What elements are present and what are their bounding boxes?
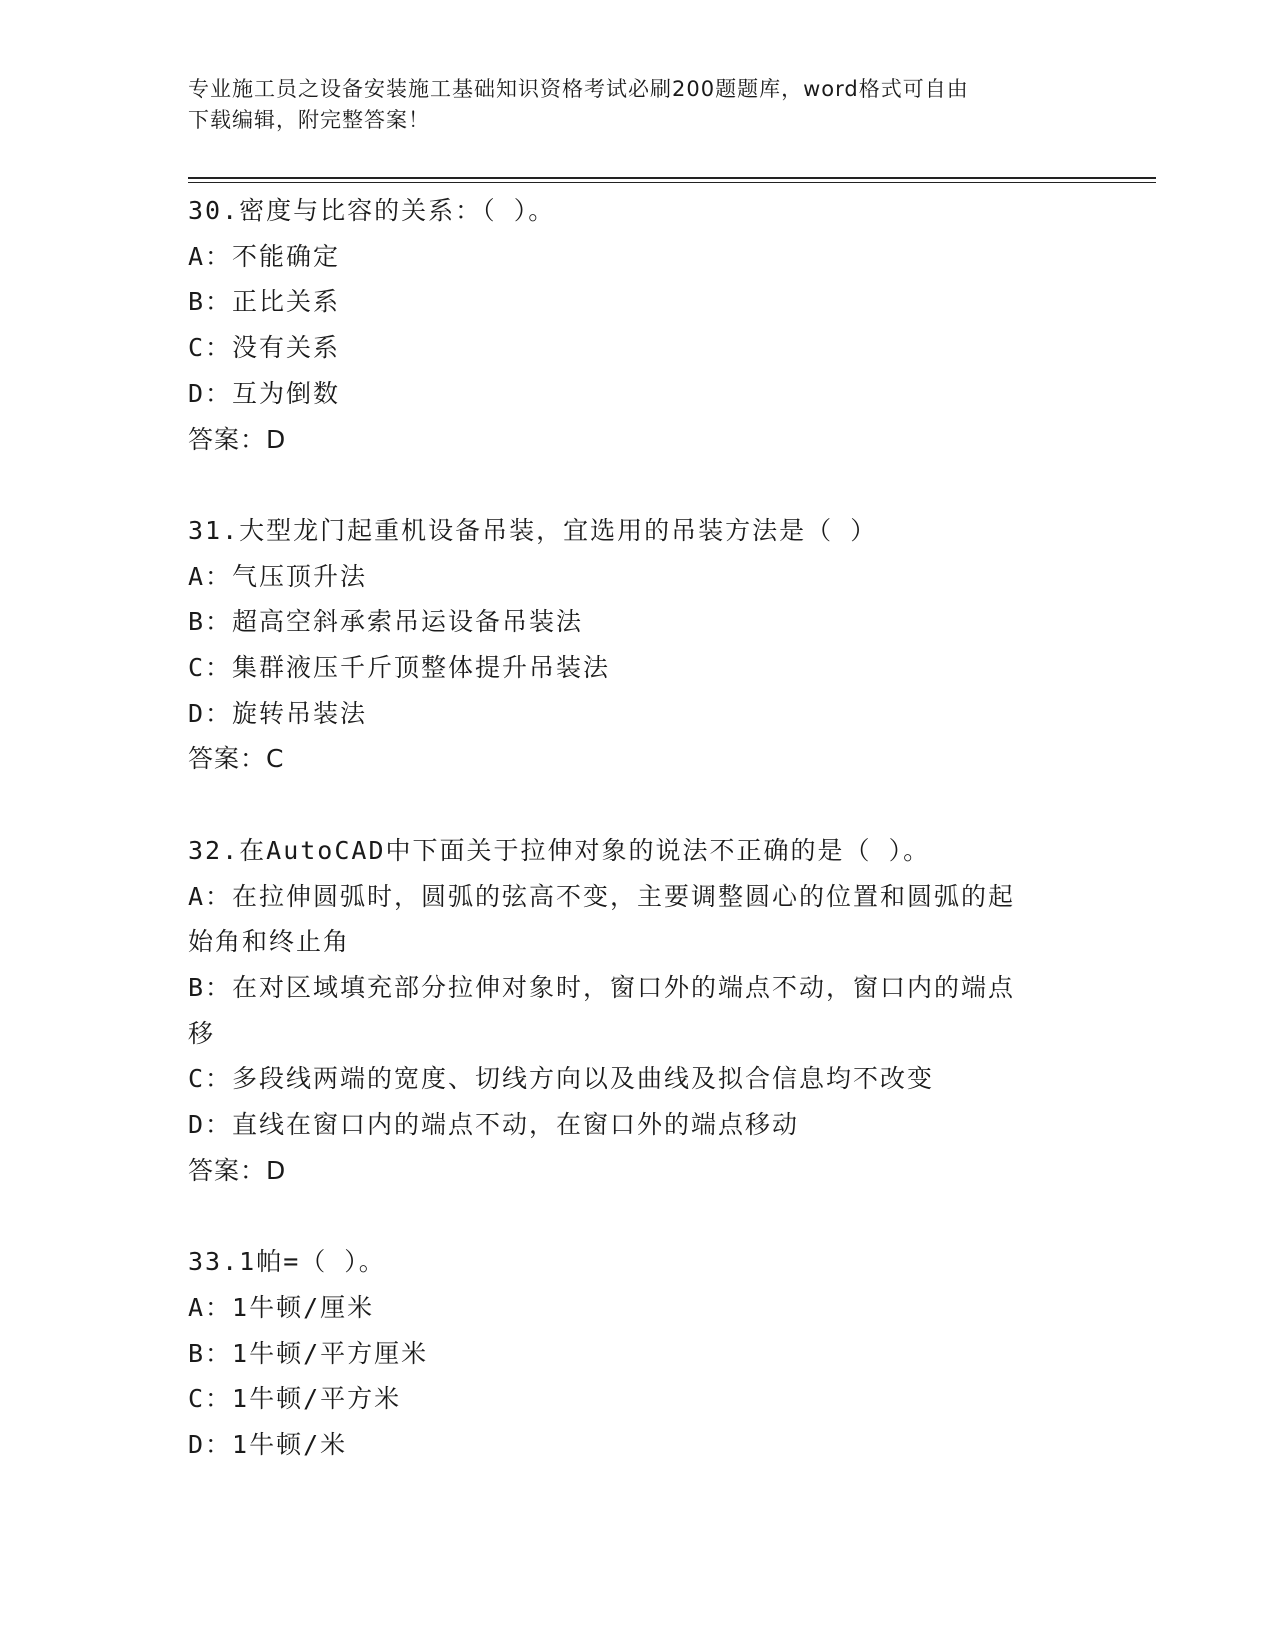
option-a: A：气压顶升法 <box>188 561 368 591</box>
question-stem: 30.密度与比容的关系：（ ）。 <box>188 196 556 225</box>
option-c: C：多段线两端的宽度、切线方向以及曲线及拟合信息均不改变 <box>188 1064 935 1094</box>
option-b: B：超高空斜承索吊运设备吊装法 <box>188 607 584 637</box>
option-d: D：直线在窗口内的端点不动，在窗口外的端点移动 <box>188 1110 800 1140</box>
option-c: C：没有关系 <box>188 333 341 363</box>
option-d: D：1牛顿/米 <box>188 1429 348 1459</box>
question-30 <box>188 188 1068 462</box>
question-stem: 31.大型龙门起重机设备吊装，宜选用的吊装方法是（ ） <box>188 515 878 545</box>
spacer <box>188 1193 1068 1239</box>
option-d: D：互为倒数 <box>188 378 341 408</box>
question-stem: 32.在AutoCAD中下面关于拉伸对象的说法不正确的是（ ）。 <box>188 835 931 865</box>
option-d: D：旋转吊装法 <box>188 698 368 728</box>
answer-label: 答案：C <box>188 744 285 774</box>
spacer <box>188 462 1068 508</box>
document-header <box>188 74 1068 136</box>
option-a: A：不能确定 <box>188 241 341 271</box>
question-stem: 33.1帕=（ ）。 <box>188 1247 386 1277</box>
answer-label: 答案：D <box>188 424 287 454</box>
option-b: B：1牛顿/平方厘米 <box>188 1338 429 1368</box>
header-line-2: 下载编辑，附完整答案！ <box>188 108 430 132</box>
option-b: B：正比关系 <box>188 287 341 317</box>
header-divider <box>188 177 1156 183</box>
question-31 <box>188 508 1068 782</box>
header-line-1: 专业施工员之设备安装施工基础知识资格考试必刷200题题库，word格式可自由 <box>188 77 969 101</box>
option-c: C：集群液压千斤顶整体提升吊装法 <box>188 653 611 683</box>
option-a: A：1牛顿/厘米 <box>188 1292 375 1322</box>
question-list <box>188 188 1068 1468</box>
spacer <box>188 782 1068 828</box>
answer-label: 答案：D <box>188 1155 287 1185</box>
option-b-line-2: 移 <box>188 1018 216 1048</box>
option-c: C：1牛顿/平方米 <box>188 1384 402 1414</box>
option-b-line-1: B：在对区域填充部分拉伸对象时，窗口外的端点不动，窗口内的端点 <box>188 972 1016 1002</box>
question-32 <box>188 828 1068 1194</box>
option-a-line-1: A：在拉伸圆弧时，圆弧的弦高不变，主要调整圆心的位置和圆弧的起 <box>188 881 1016 911</box>
option-a-line-2: 始角和终止角 <box>188 927 351 957</box>
question-33 <box>188 1239 1068 1468</box>
